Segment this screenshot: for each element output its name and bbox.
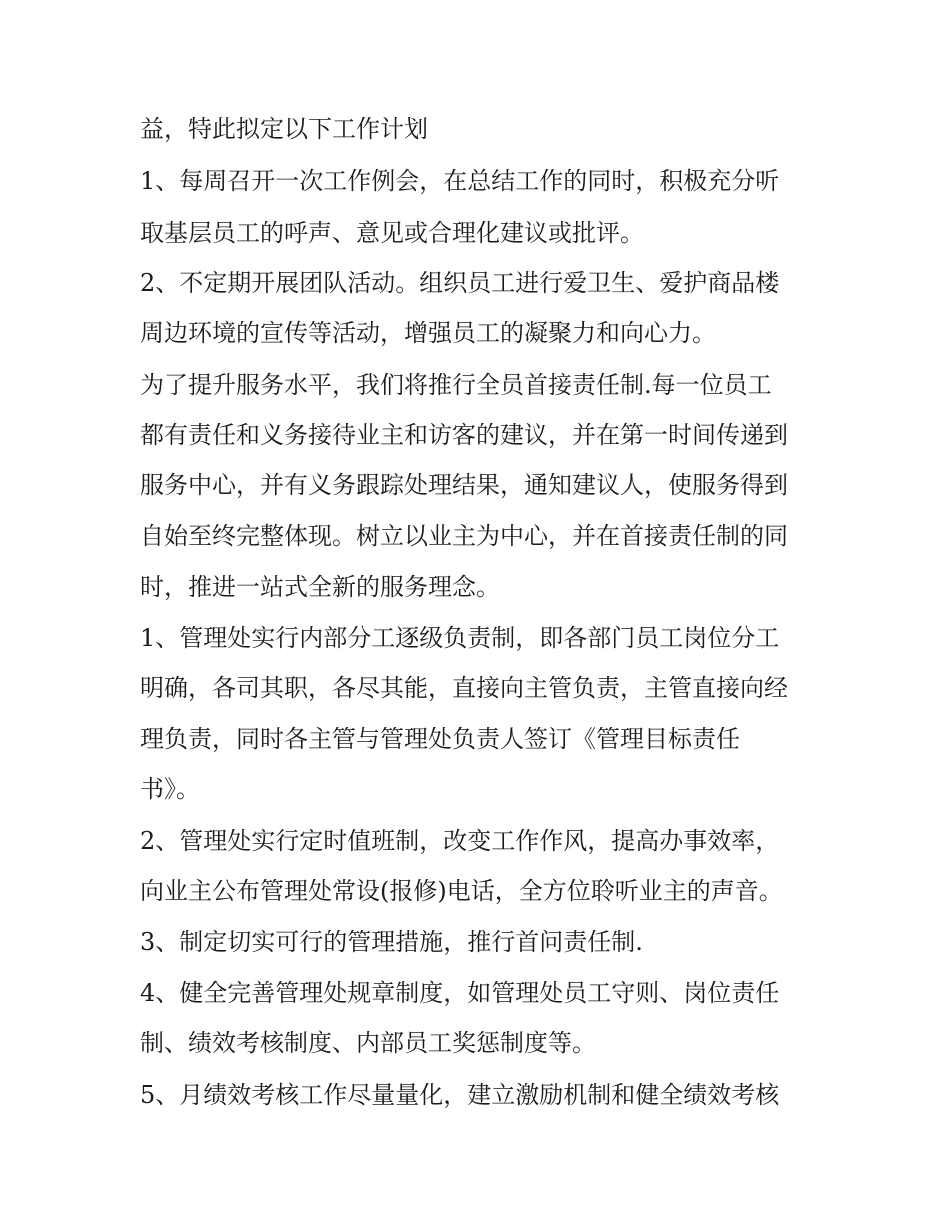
text-line: 2、不定期开展团队活动。组织员工进行爱卫生、爱护商品楼 <box>140 269 780 297</box>
text-line: 取基层员工的呼声、意见或合理化建议或批评。 <box>140 219 644 247</box>
text-line: 明确，各司其职，各尽其能，直接向主管负责，主管直接向经 <box>140 674 788 702</box>
text-line: 周边环境的宣传等活动，增强员工的凝聚力和向心力。 <box>140 319 716 347</box>
text-line: 理负责，同时各主管与管理处负责人签订《管理目标责任 <box>140 725 740 753</box>
text-line: 5、月绩效考核工作尽量量化，建立激励机制和健全绩效考核 <box>140 1081 780 1109</box>
text-line: 1、管理处实行内部分工逐级负责制，即各部门员工岗位分工 <box>140 624 780 652</box>
text-line: 向业主公布管理处常设(报修)电话，全方位聆听业主的声音。 <box>140 877 783 905</box>
text-line: 制、绩效考核制度、内部员工奖惩制度等。 <box>140 1029 596 1057</box>
text-line: 自始至终完整体现。树立以业主为中心，并在首接责任制的同 <box>140 522 788 550</box>
text-line: 时，推进一站式全新的服务理念。 <box>140 573 500 601</box>
text-line: 都有责任和义务接待业主和访客的建议，并在第一时间传递到 <box>140 421 788 449</box>
text-line: 3、制定切实可行的管理措施，推行首问责任制. <box>140 928 643 956</box>
text-line: 1、每周召开一次工作例会，在总结工作的同时，积极充分听 <box>140 167 780 195</box>
text-line: 书》。 <box>140 775 200 803</box>
text-line: 2、管理处实行定时值班制，改变工作作风，提高办事效率， <box>140 827 780 855</box>
text-line: 益，特此拟定以下工作计划 <box>140 115 428 143</box>
text-line: 服务中心，并有义务跟踪处理结果，通知建议人，使服务得到 <box>140 471 788 499</box>
text-line: 4、健全完善管理处规章制度，如管理处员工守则、岗位责任 <box>140 979 780 1007</box>
text-line: 为了提升服务水平，我们将推行全员首接责任制.每一位员工 <box>140 371 772 399</box>
